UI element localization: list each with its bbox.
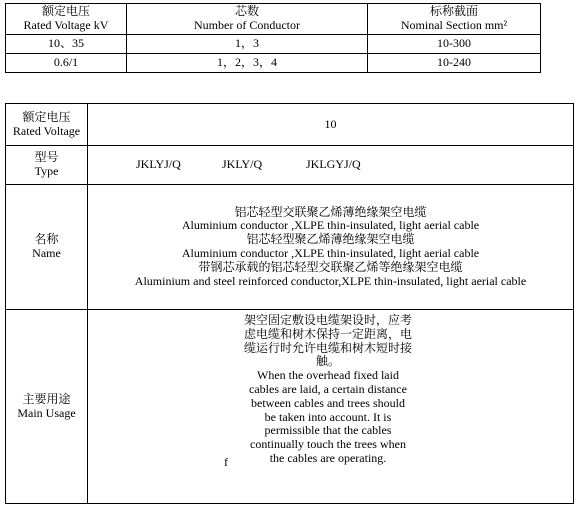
name-label-en: Name [32,246,61,260]
spec-row [6,54,541,73]
voltage-value: 10 [88,104,574,146]
voltage-label [6,104,88,146]
cell-voltage: 10、35 [6,35,127,54]
header-conductor-en: Number of Conductor [194,18,300,32]
cell-section: 10-240 [368,54,541,73]
usage-line: 虑电缆和树木保持一定距离，电 [243,326,412,341]
header-conductor-zh: 芯数 [234,4,259,19]
usage-line: cables are laid, a certain distance [249,381,407,396]
usage-line: When the overhead fixed laid [257,368,399,383]
usage-row [6,310,574,504]
name-line: Aluminium and steel reinforced conductor,XLPE thin-insulated, light aerial cable [134,273,527,288]
product-table [5,103,574,504]
usage-label [6,310,88,504]
cell-section: 10-300 [368,35,541,54]
header-section-en: Nominal Section mm² [400,18,508,32]
spec-table-header [6,4,541,35]
usage-line: between cables and trees should [251,395,405,410]
header-conductor [127,4,368,35]
voltage-row [6,104,574,146]
type-value: JKLY/Q [222,157,263,172]
name-label [6,185,88,310]
usage-line: permissible that the cables [264,423,392,438]
type-value: JKLYJ/Q [136,157,181,172]
name-line: 带钢芯承载的铝芯轻型交联聚乙烯等绝缘架空电缆 [198,259,463,274]
usage-line: be taken into account. It is [264,409,392,424]
name-line: 铝芯轻型聚乙烯薄绝缘架空电缆 [246,232,415,247]
name-label-zh: 名称 [34,232,59,247]
usage-cell [88,310,574,504]
cell-conductor: 1，2，3，4 [127,54,368,73]
header-voltage-en: Rated Voltage kV [23,18,109,32]
header-section [368,4,541,35]
type-label-zh: 型号 [34,150,59,165]
name-line: Aluminium conductor ,XLPE thin-insulated, light aerial cable [181,246,480,260]
stray-character: f [224,455,228,469]
type-values [88,146,574,185]
usage-label-en: Main Usage [17,405,76,420]
type-label [6,146,88,185]
cell-voltage: 0.6/1 [6,54,127,73]
voltage-label-en: Rated Voltage [12,123,81,138]
usage-line: the cables are operating. [269,450,387,465]
usage-line: 缆运行时允许电缆和树木短时接 [243,340,412,355]
header-voltage [6,4,127,35]
spec-table [5,3,541,73]
name-lines [88,185,574,310]
name-line: Aluminium conductor ,XLPE thin-insulated, light aerial cable [181,218,480,233]
header-voltage-zh: 额定电压 [41,4,90,19]
header-section-zh: 标称截面 [429,4,478,19]
usage-line: 架空固定敷设电缆架设时，应考 [243,313,412,327]
type-label-en: Type [34,164,59,178]
type-value: JKLGYJ/Q [306,157,361,172]
usage-line: 触。 [315,354,340,369]
name-line: 铝芯轻型交联聚乙烯薄绝缘架空电缆 [234,204,427,219]
usage-label-zh: 主要用途 [22,391,71,406]
usage-text [223,314,433,466]
spec-row [6,35,541,54]
voltage-label-zh: 额定电压 [22,109,71,124]
name-row [6,185,574,310]
type-row [6,146,574,185]
cell-conductor: 1，3 [127,35,368,54]
usage-line: continually touch the trees when [250,437,406,452]
